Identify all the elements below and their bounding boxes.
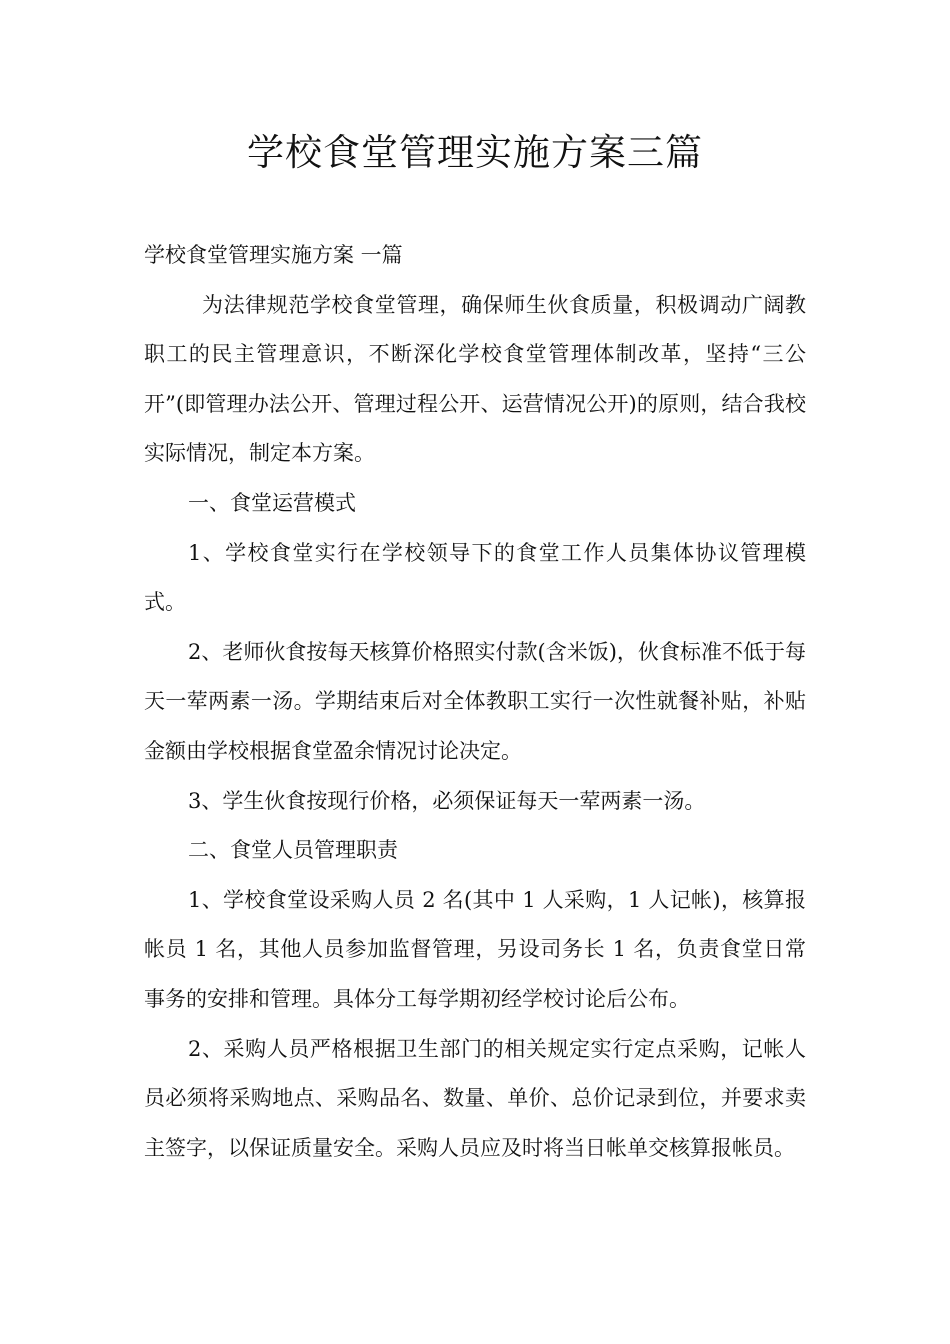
section-heading-staff-duties: 二、食堂人员管理职责 [188,838,398,863]
document-title: 学校食堂管理实施方案三篇 [247,131,703,174]
paragraph-item: 1、学校食堂设采购人员 2 名(其中 1 人采购，1 人记帐)，核算报帐员 1 名，其他人员参加监督管理，另设司务长 1 名，负责食堂日常事务的安排和管理。具体分工每学期初经学校讨论后公布。 [144,887,806,1011]
paragraph-item: 2、老师伙食按每天核算价格照实付款(含米饭)，伙食标准不低于每天一荤两素一汤。学期结束后对全体教职工实行一次性就餐补贴，补贴金额由学校根据食堂盈余情况讨论决定。 [144,639,806,763]
document-body [144,231,806,1173]
paragraph-intro: 为法律规范学校食堂管理，确保师生伙食质量，积极调动广阔教职工的民主管理意识，不断深化学校食堂管理体制改革，坚持“三公开”(即管理办法公开、管理过程公开、运营情况公开)的原则，结合我校实际情况，制定本方案。 [144,292,806,466]
paragraph-item: 2、采购人员严格根据卫生部门的相关规定实行定点采购，记帐人员必须将采购地点、采购品名、数量、单价、总价记录到位，并要求卖主签字，以保证质量安全。采购人员应及时将当日帐单交核算报帐员。 [144,1036,806,1160]
paragraph-item: 3、学生伙食按现行价格，必须保证每天一荤两素一汤。 [188,788,706,813]
section-heading-operation-mode: 一、食堂运营模式 [188,490,356,515]
section-subtitle: 学校食堂管理实施方案 一篇 [144,243,403,267]
paragraph-item: 1、学校食堂实行在学校领导下的食堂工作人员集体协议管理模式。 [144,540,806,615]
